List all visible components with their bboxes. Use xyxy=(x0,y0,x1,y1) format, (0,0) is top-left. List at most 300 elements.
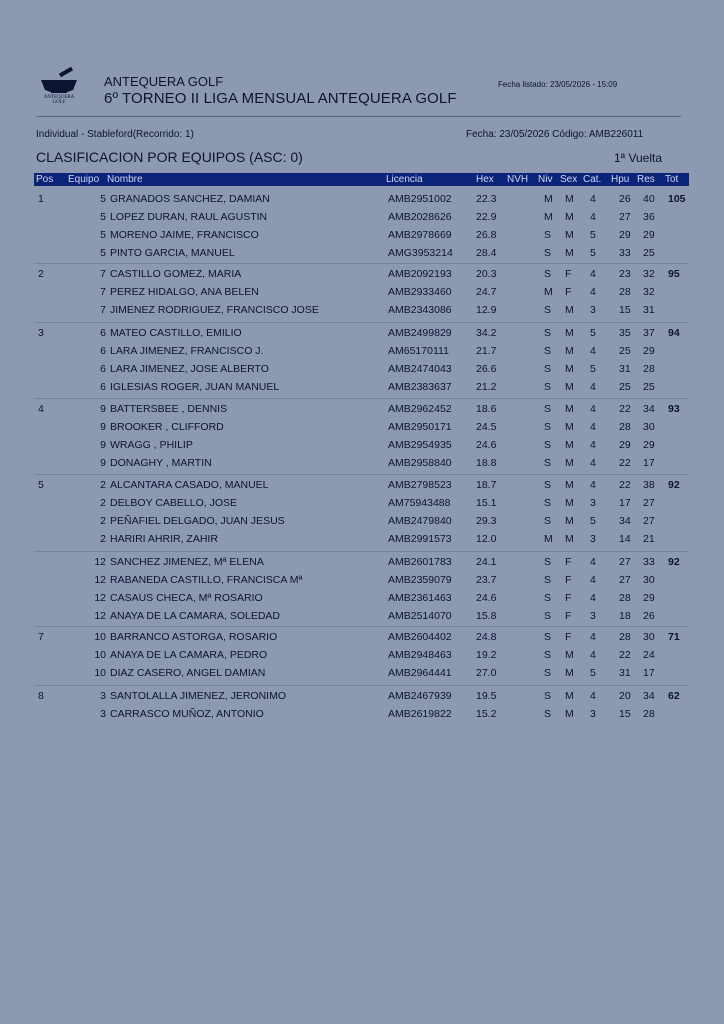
col-nvh: NVH xyxy=(507,174,529,185)
niv-cell: S xyxy=(544,497,552,509)
niv-cell: S xyxy=(544,631,552,643)
cat-cell: 5 xyxy=(590,515,596,527)
player-name: BROOKER , CLIFFORD xyxy=(110,421,224,433)
team-cell: 3 xyxy=(100,690,106,702)
hex-cell: 24.6 xyxy=(476,439,497,451)
team-cell: 5 xyxy=(100,229,106,241)
cat-cell: 4 xyxy=(590,403,596,415)
hpu-cell: 28 xyxy=(619,631,631,643)
hex-cell: 23.7 xyxy=(476,574,497,586)
group-separator xyxy=(34,626,689,627)
niv-cell: S xyxy=(544,649,552,661)
table-row xyxy=(0,421,724,439)
license-cell: AMB2954935 xyxy=(388,439,452,451)
hpu-cell: 18 xyxy=(619,610,631,622)
player-name: PINTO GARCIA, MANUEL xyxy=(110,247,235,259)
player-name: DONAGHY , MARTIN xyxy=(110,457,212,469)
license-cell: AM75943488 xyxy=(388,497,451,509)
niv-cell: S xyxy=(544,421,552,433)
niv-cell: S xyxy=(544,268,552,280)
sex-cell: M xyxy=(565,708,574,720)
sex-cell: M xyxy=(565,193,574,205)
hpu-cell: 25 xyxy=(619,381,631,393)
col-res: Res xyxy=(637,174,655,185)
classification-title: CLASIFICACION POR EQUIPOS (ASC: 0) xyxy=(36,149,303,165)
hpu-cell: 35 xyxy=(619,327,631,339)
res-cell: 31 xyxy=(643,304,655,316)
niv-cell: S xyxy=(544,229,552,241)
team-cell: 3 xyxy=(100,708,106,720)
team-cell: 10 xyxy=(94,649,106,661)
table-row xyxy=(0,690,724,708)
license-cell: AMB2514070 xyxy=(388,610,452,622)
cat-cell: 5 xyxy=(590,247,596,259)
cat-cell: 4 xyxy=(590,556,596,568)
listing-date: Fecha listado: 23/05/2026 - 15:09 xyxy=(498,80,618,89)
team-cell: 9 xyxy=(100,403,106,415)
hex-cell: 19.2 xyxy=(476,649,497,661)
niv-cell: S xyxy=(544,556,552,568)
niv-cell: S xyxy=(544,592,552,604)
table-row xyxy=(0,667,724,685)
team-cell: 12 xyxy=(94,574,106,586)
date-code-label: Fecha: 23/05/2026 Código: AMB226011 xyxy=(466,129,644,140)
niv-cell: S xyxy=(544,363,552,375)
col-name: Nombre xyxy=(107,174,143,185)
table-row xyxy=(0,381,724,399)
license-cell: AMB2361463 xyxy=(388,592,452,604)
license-cell: AMB2964441 xyxy=(388,667,452,679)
player-name: BATTERSBEE , DENNIS xyxy=(110,403,228,415)
player-name: SANTOLALLA JIMENEZ, JERONIMO xyxy=(110,690,287,702)
niv-cell: S xyxy=(544,457,552,469)
sex-cell: F xyxy=(565,286,572,298)
hex-cell: 24.1 xyxy=(476,556,497,568)
hex-cell: 34.2 xyxy=(476,327,497,339)
player-name: CASTILLO GOMEZ, MARIA xyxy=(110,268,242,280)
hex-cell: 20.3 xyxy=(476,268,497,280)
cat-cell: 4 xyxy=(590,479,596,491)
hpu-cell: 28 xyxy=(619,421,631,433)
hpu-cell: 28 xyxy=(619,592,631,604)
sex-cell: M xyxy=(565,229,574,241)
niv-cell: S xyxy=(544,439,552,451)
hex-cell: 19.5 xyxy=(476,690,497,702)
table-row xyxy=(0,345,724,363)
cat-cell: 4 xyxy=(590,690,596,702)
res-cell: 29 xyxy=(643,592,655,604)
team-total-cell: 62 xyxy=(668,690,680,702)
niv-cell: S xyxy=(544,327,552,339)
team-cell: 9 xyxy=(100,457,106,469)
sex-cell: M xyxy=(565,690,574,702)
hpu-cell: 22 xyxy=(619,479,631,491)
hex-cell: 12.0 xyxy=(476,533,497,545)
table-row xyxy=(0,363,724,381)
sex-cell: M xyxy=(565,363,574,375)
player-name: RABANEDA CASTILLO, FRANCISCA Mª xyxy=(110,574,303,586)
sex-cell: M xyxy=(565,403,574,415)
hex-cell: 24.7 xyxy=(476,286,497,298)
hpu-cell: 31 xyxy=(619,667,631,679)
table-row xyxy=(0,574,724,592)
license-cell: AMB2474043 xyxy=(388,363,452,375)
team-cell: 12 xyxy=(94,610,106,622)
team-cell: 5 xyxy=(100,211,106,223)
player-name: SANCHEZ JIMENEZ, Mª ELENA xyxy=(110,556,264,568)
round-label: 1ª Vuelta xyxy=(614,151,663,165)
res-cell: 32 xyxy=(643,286,655,298)
niv-cell: S xyxy=(544,247,552,259)
sex-cell: M xyxy=(565,211,574,223)
res-cell: 29 xyxy=(643,229,655,241)
sex-cell: M xyxy=(565,345,574,357)
cat-cell: 4 xyxy=(590,631,596,643)
table-row xyxy=(0,439,724,457)
hpu-cell: 25 xyxy=(619,345,631,357)
sex-cell: M xyxy=(565,457,574,469)
club-name: ANTEQUERA GOLF xyxy=(104,74,224,89)
player-name: PEÑAFIEL DELGADO, JUAN JESUS xyxy=(110,515,285,527)
team-total-cell: 92 xyxy=(668,556,680,568)
col-pos: Pos xyxy=(36,174,54,185)
position-cell: 1 xyxy=(38,193,44,205)
res-cell: 27 xyxy=(643,497,655,509)
hex-cell: 24.5 xyxy=(476,421,497,433)
table-row xyxy=(0,649,724,667)
niv-cell: S xyxy=(544,690,552,702)
table-row xyxy=(0,592,724,610)
res-cell: 29 xyxy=(643,439,655,451)
team-total-cell: 105 xyxy=(668,193,686,205)
hpu-cell: 15 xyxy=(619,708,631,720)
cat-cell: 4 xyxy=(590,268,596,280)
group-separator xyxy=(34,474,689,475)
sex-cell: M xyxy=(565,421,574,433)
player-name: MATEO CASTILLO, EMILIO xyxy=(110,327,242,339)
res-cell: 27 xyxy=(643,515,655,527)
table-row xyxy=(0,533,724,551)
table-row xyxy=(0,497,724,515)
license-cell: AMB2359079 xyxy=(388,574,452,586)
res-cell: 28 xyxy=(643,708,655,720)
niv-cell: S xyxy=(544,708,552,720)
sex-cell: F xyxy=(565,574,572,586)
license-cell: AMB2601783 xyxy=(388,556,452,568)
cat-cell: 3 xyxy=(590,497,596,509)
player-name: ALCANTARA CASADO, MANUEL xyxy=(110,479,269,491)
niv-cell: S xyxy=(544,610,552,622)
cat-cell: 4 xyxy=(590,457,596,469)
sex-cell: M xyxy=(565,515,574,527)
player-name: IGLESIAS ROGER, JUAN MANUEL xyxy=(110,381,280,393)
table-row xyxy=(0,286,724,304)
hex-cell: 22.9 xyxy=(476,211,497,223)
table-row xyxy=(0,193,724,211)
res-cell: 36 xyxy=(643,211,655,223)
team-cell: 10 xyxy=(94,667,106,679)
niv-cell: M xyxy=(544,193,553,205)
group-separator xyxy=(34,263,689,264)
team-cell: 2 xyxy=(100,533,106,545)
sex-cell: M xyxy=(565,247,574,259)
header-divider xyxy=(36,116,681,117)
position-cell: 7 xyxy=(38,631,44,643)
hex-cell: 18.8 xyxy=(476,457,497,469)
license-cell: AMB2950171 xyxy=(388,421,452,433)
res-cell: 37 xyxy=(643,327,655,339)
tournament-title: 6º TORNEO II LIGA MENSUAL ANTEQUERA GOLF xyxy=(104,90,457,107)
res-cell: 28 xyxy=(643,363,655,375)
player-name: JIMENEZ RODRIGUEZ, FRANCISCO JOSE xyxy=(110,304,319,316)
hpu-cell: 34 xyxy=(619,515,631,527)
team-cell: 9 xyxy=(100,421,106,433)
player-name: HARIRI AHRIR, ZAHIR xyxy=(110,533,218,545)
cat-cell: 5 xyxy=(590,363,596,375)
cat-cell: 5 xyxy=(590,667,596,679)
hex-cell: 29.3 xyxy=(476,515,497,527)
res-cell: 32 xyxy=(643,268,655,280)
cat-cell: 3 xyxy=(590,610,596,622)
team-cell: 2 xyxy=(100,479,106,491)
license-cell: AMB2479840 xyxy=(388,515,452,527)
group-separator xyxy=(34,322,689,323)
hpu-cell: 26 xyxy=(619,193,631,205)
license-cell: AMB2028626 xyxy=(388,211,452,223)
group-separator xyxy=(34,398,689,399)
hpu-cell: 14 xyxy=(619,533,631,545)
table-row xyxy=(0,708,724,726)
table-row xyxy=(0,229,724,247)
hpu-cell: 22 xyxy=(619,403,631,415)
sex-cell: M xyxy=(565,304,574,316)
license-cell: AMB2383637 xyxy=(388,381,452,393)
table-row xyxy=(0,268,724,286)
position-cell: 8 xyxy=(38,690,44,702)
license-cell: AMB2499829 xyxy=(388,327,452,339)
team-cell: 7 xyxy=(100,268,106,280)
team-cell: 12 xyxy=(94,592,106,604)
sex-cell: F xyxy=(565,268,572,280)
niv-cell: S xyxy=(544,345,552,357)
col-niv: Niv xyxy=(538,174,553,185)
sex-cell: F xyxy=(565,592,572,604)
niv-cell: M xyxy=(544,211,553,223)
col-license: Licencia xyxy=(386,174,423,185)
team-cell: 2 xyxy=(100,515,106,527)
team-cell: 6 xyxy=(100,363,106,375)
license-cell: AMB2619822 xyxy=(388,708,452,720)
col-tot: Tot xyxy=(665,174,679,185)
sex-cell: F xyxy=(565,631,572,643)
hpu-cell: 27 xyxy=(619,211,631,223)
player-name: ANAYA DE LA CAMARA, PEDRO xyxy=(110,649,268,661)
table-row xyxy=(0,403,724,421)
team-cell: 12 xyxy=(94,556,106,568)
table-row xyxy=(0,631,724,649)
res-cell: 25 xyxy=(643,247,655,259)
player-name: MORENO JAIME, FRANCISCO xyxy=(110,229,259,241)
team-cell: 2 xyxy=(100,497,106,509)
license-cell: AMB2092193 xyxy=(388,268,452,280)
group-separator xyxy=(34,551,689,552)
modality-label: Individual - Stableford(Recorrido: 1) xyxy=(36,129,194,140)
res-cell: 26 xyxy=(643,610,655,622)
sex-cell: M xyxy=(565,381,574,393)
player-name: BARRANCO ASTORGA, ROSARIO xyxy=(110,631,278,643)
hpu-cell: 23 xyxy=(619,268,631,280)
res-cell: 29 xyxy=(643,345,655,357)
hex-cell: 28.4 xyxy=(476,247,497,259)
res-cell: 30 xyxy=(643,631,655,643)
res-cell: 30 xyxy=(643,421,655,433)
license-cell: AMB2962452 xyxy=(388,403,452,415)
res-cell: 38 xyxy=(643,479,655,491)
hex-cell: 15.2 xyxy=(476,708,497,720)
res-cell: 24 xyxy=(643,649,655,661)
hpu-cell: 33 xyxy=(619,247,631,259)
cat-cell: 3 xyxy=(590,533,596,545)
position-cell: 4 xyxy=(38,403,44,415)
team-cell: 6 xyxy=(100,345,106,357)
sex-cell: F xyxy=(565,610,572,622)
hpu-cell: 29 xyxy=(619,229,631,241)
team-total-cell: 92 xyxy=(668,479,680,491)
table-row xyxy=(0,457,724,475)
table-row xyxy=(0,479,724,497)
hpu-cell: 28 xyxy=(619,286,631,298)
hpu-cell: 27 xyxy=(619,574,631,586)
cat-cell: 4 xyxy=(590,381,596,393)
cat-cell: 4 xyxy=(590,649,596,661)
hex-cell: 15.1 xyxy=(476,497,497,509)
niv-cell: S xyxy=(544,574,552,586)
license-cell: AMB2951002 xyxy=(388,193,452,205)
player-name: ANAYA DE LA CAMARA, SOLEDAD xyxy=(110,610,280,622)
cat-cell: 4 xyxy=(590,574,596,586)
license-cell: AM65170111 xyxy=(388,345,449,357)
sex-cell: M xyxy=(565,497,574,509)
license-cell: AMB2948463 xyxy=(388,649,452,661)
sex-cell: M xyxy=(565,327,574,339)
niv-cell: S xyxy=(544,381,552,393)
hpu-cell: 31 xyxy=(619,363,631,375)
cat-cell: 4 xyxy=(590,421,596,433)
hpu-cell: 29 xyxy=(619,439,631,451)
col-sex: Sex xyxy=(560,174,578,185)
position-cell: 5 xyxy=(38,479,44,491)
table-header xyxy=(34,173,689,186)
cat-cell: 4 xyxy=(590,345,596,357)
hex-cell: 21.2 xyxy=(476,381,497,393)
license-cell: AMB2467939 xyxy=(388,690,452,702)
hex-cell: 21.7 xyxy=(476,345,497,357)
cat-cell: 4 xyxy=(590,439,596,451)
hex-cell: 24.6 xyxy=(476,592,497,604)
sex-cell: M xyxy=(565,667,574,679)
team-cell: 5 xyxy=(100,247,106,259)
niv-cell: S xyxy=(544,479,552,491)
col-team: Equipo xyxy=(68,174,100,185)
niv-cell: S xyxy=(544,515,552,527)
group-separator xyxy=(34,685,689,686)
hex-cell: 24.8 xyxy=(476,631,497,643)
table-row xyxy=(0,556,724,574)
hex-cell: 18.6 xyxy=(476,403,497,415)
table-row xyxy=(0,304,724,322)
cat-cell: 5 xyxy=(590,327,596,339)
team-total-cell: 93 xyxy=(668,403,680,415)
license-cell: AMB2958840 xyxy=(388,457,452,469)
sex-cell: M xyxy=(565,533,574,545)
logo-text: ANTEQUERA GOLF xyxy=(43,95,75,105)
niv-cell: S xyxy=(544,667,552,679)
team-cell: 5 xyxy=(100,193,106,205)
niv-cell: M xyxy=(544,286,553,298)
player-name: DIAZ CASERO, ANGEL DAMIAN xyxy=(110,667,266,679)
team-cell: 9 xyxy=(100,439,106,451)
col-hex: Hex xyxy=(476,174,494,185)
player-name: LARA JIMENEZ, JOSE ALBERTO xyxy=(110,363,269,375)
player-name: WRAGG , PHILIP xyxy=(110,439,193,451)
sex-cell: M xyxy=(565,649,574,661)
license-cell: AMB2798523 xyxy=(388,479,452,491)
team-total-cell: 95 xyxy=(668,268,680,280)
hpu-cell: 27 xyxy=(619,556,631,568)
hpu-cell: 22 xyxy=(619,457,631,469)
cat-cell: 4 xyxy=(590,286,596,298)
team-total-cell: 94 xyxy=(668,327,680,339)
cat-cell: 3 xyxy=(590,708,596,720)
license-cell: AMB2978669 xyxy=(388,229,452,241)
res-cell: 33 xyxy=(643,556,655,568)
license-cell: AMB2604402 xyxy=(388,631,452,643)
niv-cell: S xyxy=(544,403,552,415)
col-cat: Cat. xyxy=(583,174,602,185)
table-row xyxy=(0,515,724,533)
player-name: DELBOY CABELLO, JOSE xyxy=(110,497,238,509)
res-cell: 40 xyxy=(643,193,655,205)
hex-cell: 26.6 xyxy=(476,363,497,375)
license-cell: AMG3953214 xyxy=(388,247,453,259)
team-cell: 7 xyxy=(100,304,106,316)
col-hpu: Hpu xyxy=(611,174,630,185)
hex-cell: 22.3 xyxy=(476,193,497,205)
hpu-cell: 20 xyxy=(619,690,631,702)
player-name: CASAUS CHECA, Mª ROSARIO xyxy=(110,592,263,604)
table-row xyxy=(0,211,724,229)
team-cell: 10 xyxy=(94,631,106,643)
res-cell: 30 xyxy=(643,574,655,586)
license-cell: AMB2933460 xyxy=(388,286,452,298)
hex-cell: 12.9 xyxy=(476,304,497,316)
team-cell: 6 xyxy=(100,327,106,339)
sex-cell: M xyxy=(565,439,574,451)
team-cell: 7 xyxy=(100,286,106,298)
res-cell: 21 xyxy=(643,533,655,545)
hpu-cell: 17 xyxy=(619,497,631,509)
hpu-cell: 15 xyxy=(619,304,631,316)
niv-cell: S xyxy=(544,304,552,316)
res-cell: 34 xyxy=(643,690,655,702)
sex-cell: M xyxy=(565,479,574,491)
sex-cell: F xyxy=(565,556,572,568)
res-cell: 25 xyxy=(643,381,655,393)
cat-cell: 4 xyxy=(590,211,596,223)
res-cell: 17 xyxy=(643,667,655,679)
player-name: PEREZ HIDALGO, ANA BELEN xyxy=(110,286,259,298)
license-cell: AMB2991573 xyxy=(388,533,452,545)
